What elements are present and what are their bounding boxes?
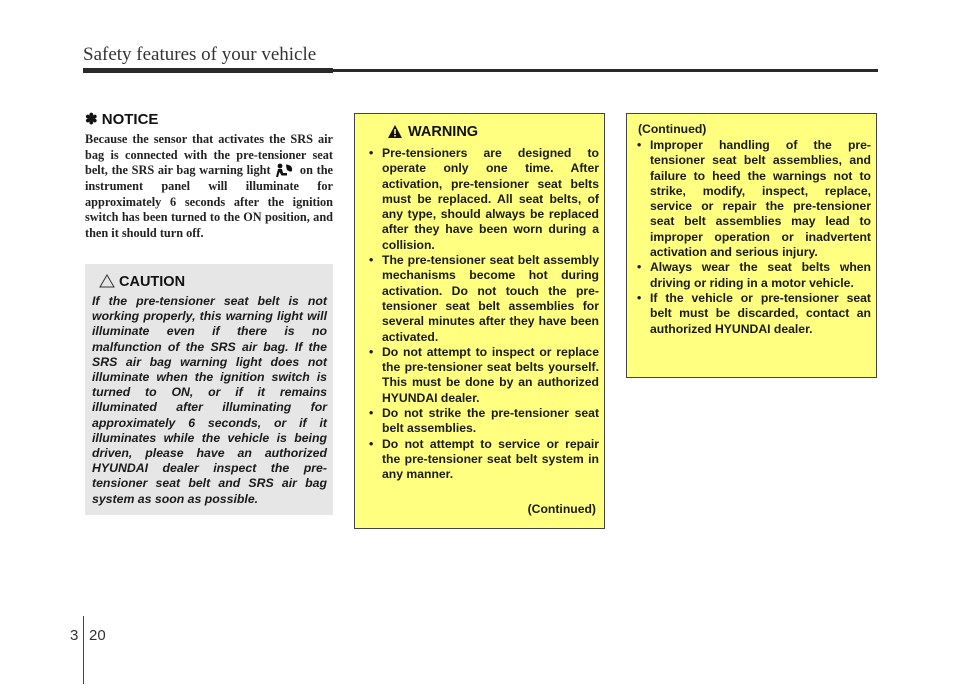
warning-continued-label: (Continued) [527,502,596,516]
caution-triangle-icon [99,274,115,288]
list-item: • If the vehicle or pre-tensioner seat belt must be discarded, contact an authorized HYUNDAI dealer. [627,291,871,337]
notice-symbol: ✽ [85,111,98,128]
caution-title: CAUTION [119,274,186,290]
notice-body-part1: Because the sensor that activates the SRS air bag is connected with the pre-tensioner seat belt, the SRS air bag warning light [85,132,333,177]
warning-heading [387,124,478,140]
notice-body-part2: on the instrument panel will illuminate for approximately 6 seconds after the ignition switch has been turned to the ON position, and then it should turn off. [85,163,333,240]
warning-list [359,146,599,483]
page-header-title: Safety features of your vehicle [83,44,317,65]
caution-box [85,264,333,515]
caution-body: If the pre-tensioner seat belt is not working properly, this warning light will illuminate even if there is no malfunction of the SRS air bag. If the SRS air bag warning light does not illuminate when the ignition switch is turned to ON, or if it remains illuminated after illuminating for approximately 6 seconds, or if it illuminates while the vehicle is being driven, please have an authorized HYUNDAI dealer inspect the pre-tensioner seat belt and SRS air bag system as soon as possible. [92,294,327,506]
list-item: • Pre-tensioners are designed to operate only one time. After activation, pre-tensioner seat belts must be replaced. All seat belts, of any type, should always be replaced after they have been worn during a collision. [359,146,599,253]
continued-list [627,138,871,337]
caution-heading [99,274,185,290]
notice-body [85,132,333,241]
list-item: • Do not strike the pre-tensioner seat belt assemblies. [359,406,599,437]
page-number: 20 [89,627,106,644]
list-item: • Do not attempt to service or repair the pre-tensioner seat belt system in any manner. [359,437,599,483]
list-item: • Improper handling of the pre-tensioner seat belt assemblies, and failure to heed the warnings not to strike, modify, inspect, replace, service or repair the pre-tensioner seat belt assemblies may lead to improper operation or inadvertent activation and serious injury. [627,138,871,260]
srs-airbag-warning-icon [274,163,296,179]
list-item: • The pre-tensioner seat belt assembly mechanisms become hot during activation. Do not touch the pre-tensioner seat belt assemblies for several minutes after they have been activated. [359,253,599,345]
warning-triangle-icon [387,124,403,139]
notice-title-text: NOTICE [101,111,159,128]
continued-heading: (Continued) [638,122,707,136]
page-number-divider [83,616,84,684]
chapter-number: 3 [70,627,79,644]
warning-title: WARNING [408,124,479,140]
warning-box [354,113,605,529]
header-rule-accent [83,68,333,73]
list-item: • Do not attempt to inspect or replace the pre-tensioner seat belts yourself. This must be done by an authorized HYUNDAI dealer. [359,345,599,406]
notice-title [85,110,158,128]
list-item: • Always wear the seat belts when driving or riding in a motor vehicle. [627,260,871,291]
warning-continued-box [626,113,877,378]
